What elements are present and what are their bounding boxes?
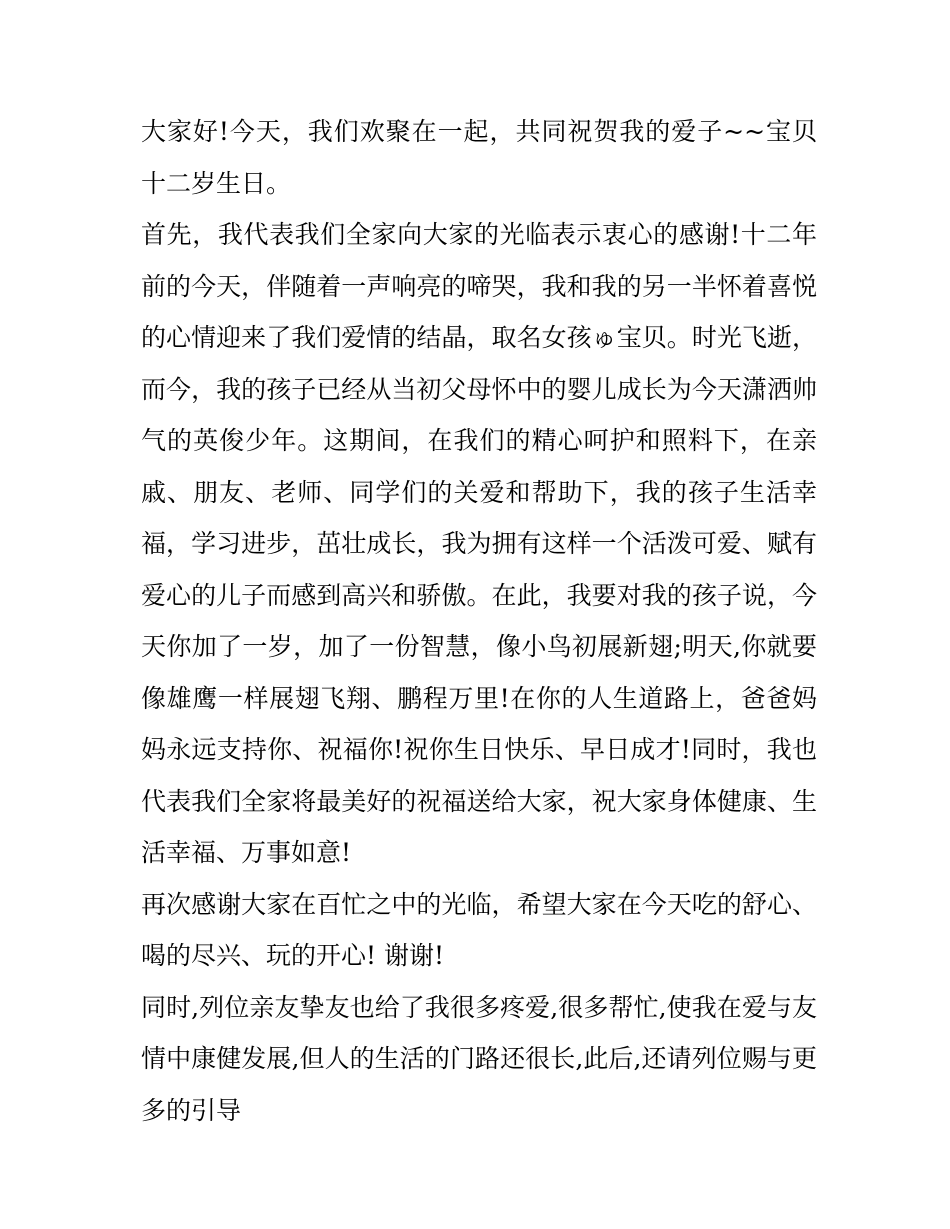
text-line-5: 的心情迎来了我们爱情的结晶，取名女孩ゅ宝贝。时光飞逝，: [141, 323, 817, 352]
text-line-7: 气的英俊少年。这期间，在我们的精心呵护和照料下，在亲: [141, 426, 817, 455]
text-line-11: 天你加了一岁，加了一份智慧，像小鸟初展新翅;明天,你就要: [141, 632, 817, 661]
text-line-6: 而今，我的孩子已经从当初父母怀中的婴儿成长为今天潇洒帅: [141, 374, 817, 404]
text-line-2: 十二岁生日。: [141, 168, 292, 198]
text-line-4: 前的今天，伴随着一声响亮的啼哭，我和我的另一半怀着喜悦: [141, 271, 817, 301]
text-line-12: 像雄鹰一样展翅飞翔、鹏程万里!在你的人生道路上，爸爸妈: [141, 683, 817, 713]
text-line-17: 喝的尽兴、玩的开心! 谢谢!: [141, 941, 445, 970]
text-line-9: 福，学习进步，茁壮成长，我为拥有这样一个活泼可爱、赋有: [141, 529, 817, 558]
text-line-10: 爱心的儿子而感到高兴和骄傲。在此，我要对我的孩子说，今: [141, 580, 817, 610]
text-line-3: 首先，我代表我们全家向大家的光临表示衷心的感谢!十二年: [141, 220, 817, 249]
text-line-19: 情中康健发展,但人的生活的门路还很长,此后,还请列位赐与更: [141, 1044, 817, 1073]
text-line-8: 戚、朋友、老师、同学们的关爱和帮助下，我的孩子生活幸: [141, 477, 817, 507]
text-line-13: 妈永远支持你、祝福你!祝你生日快乐、早日成才!同时，我也: [141, 735, 817, 764]
text-line-15: 活幸福、万事如意!: [141, 838, 352, 867]
text-line-16: 再次感谢大家在百忙之中的光临，希望大家在今天吃的舒心、: [141, 889, 817, 919]
text-line-18: 同时,列位亲友挚友也给了我很多疼爱,很多帮忙,使我在爱与友: [141, 992, 817, 1022]
document-body: [141, 106, 817, 1136]
text-line-20: 多的引导: [141, 1095, 242, 1125]
text-line-14: 代表我们全家将最美好的祝福送给大家，祝大家身体健康、生: [141, 786, 817, 816]
text-line-1: 大家好!今天，我们欢聚在一起，共同祝贺我的爱子~~宝贝: [141, 117, 817, 146]
